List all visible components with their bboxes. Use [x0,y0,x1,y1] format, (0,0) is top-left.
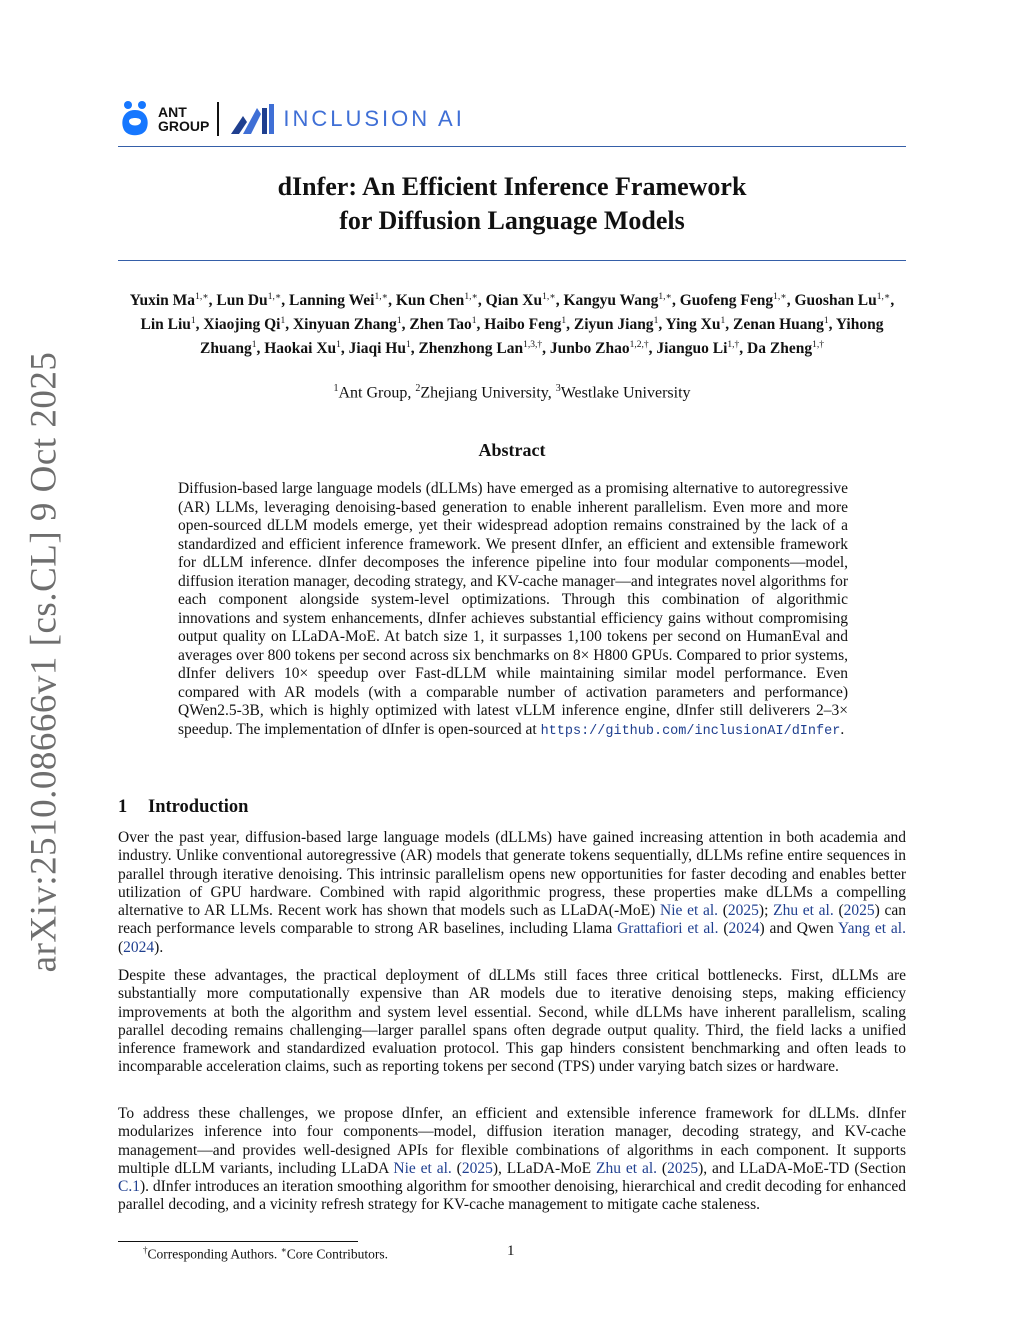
author-affiliation-mark: 1 [405,340,411,351]
author-affiliation-mark: 1,∗ [464,292,478,302]
author-affiliation-mark: 1,∗ [195,292,209,302]
author [349,340,411,357]
intro-paragraph-2 [118,967,906,1077]
citation-link[interactable]: 2025 [843,902,875,920]
section-title: Introduction [148,797,249,817]
author-affiliation-mark: 1,† [812,340,824,351]
author-name: Zhenzhong Lan [418,340,524,358]
author-name: Lanning Wei [289,292,375,310]
author-name: Jianguo Li [656,340,728,358]
author-name: Lin Liu [140,316,191,334]
affiliation-name: Westlake University [560,384,691,402]
paragraph-text: ( [718,920,729,938]
author-affiliation-mark: 1 [561,316,567,327]
intro-paragraph-3 [118,1105,906,1215]
affiliations: $^1$Ant Group, $^2$Zhejiang University, $^3$Westlake University [333,383,691,402]
author-name: Yihong Zhuang [200,316,884,358]
author-name: Haokai Xu [264,340,337,358]
inclusion-ai-wordmark: INCLUSION AI [283,106,465,131]
paragraph-text: ). [154,938,164,956]
footnote-corresponding: Corresponding Authors. [147,1246,278,1262]
author-affiliation-mark: 1 [190,316,196,327]
citation-link[interactable]: Zhu et al. [773,902,834,920]
author-name: Lun Du [216,292,268,310]
abstract-heading: Abstract [478,440,546,460]
abstract-body [178,480,848,741]
citation-link[interactable]: Grattafiori et al. [617,920,719,938]
paragraph-text: ), LLaDA-MoE [492,1159,597,1177]
footnote-core: Core Contributors. [286,1246,388,1262]
author-affiliation-mark: 1,2,† [629,340,649,351]
citation-link[interactable]: 2025 [461,1159,493,1177]
author-affiliation-mark: 1 [471,316,477,327]
affiliation-mark: 1 [333,383,339,394]
author [409,316,476,333]
abstract-end: . [840,720,845,738]
author-name: Guofeng Feng [679,292,774,310]
footnote-rule [118,1241,358,1242]
author-affiliation-mark: 1 [720,316,726,327]
citation-link[interactable]: C.1 [118,1178,140,1196]
arxiv-identifier: arXiv:2510.08666v1 [cs.CL] 9 Oct 2025 [23,351,65,973]
author [141,316,196,333]
author-name: Kun Chen [395,292,465,310]
author-name: Zenan Huang [732,316,824,334]
affiliation-mark: 3 [555,383,561,394]
star-mark: ∗ [280,1245,287,1255]
author-name: Da Zheng [747,340,813,358]
author-name: Junbo Zhao [549,340,630,358]
logo-divider [217,102,219,136]
author-affiliation-mark: 1 [280,316,286,327]
paragraph-text: ), and LLaDA-MoE-TD (Section [698,1159,906,1177]
author-affiliation-mark: 1,3,† [523,340,543,351]
title-line-2: for Diffusion Language Models [339,206,685,235]
header-rule-top [118,146,906,147]
inclusion-ai-icon [229,102,275,136]
author-affiliation-mark: 1,∗ [374,292,389,302]
author-affiliation-mark: 1 [336,340,341,351]
intro-paragraph-1 [118,829,906,957]
affiliation-mark: 2 [415,383,421,394]
header-rule-bottom [118,260,906,261]
author-name: Haibo Feng [484,316,562,334]
paragraph-text: ( [118,938,124,956]
author [563,292,672,309]
title-line-1: dInfer: An Efficient Inference Framework [277,172,747,201]
author-affiliation-mark: 1 [653,316,659,327]
author [656,340,739,357]
citation-link[interactable]: 2025 [667,1159,699,1177]
section-number: 1 [118,797,128,817]
author [396,292,478,309]
author-name: Ziyun Jiang [573,316,654,334]
dagger-mark: † [143,1245,148,1255]
citation-link[interactable]: Nie et al. [660,902,719,920]
author-list: Yuxin $Ma^{1,∗}$, Lun $Du^{1,∗}$, Lanning Wei$^{1,∗}$, Kun Chen$^{1,∗}$, Qian $Xu^{1,∗}$, Kangyu Wang$^{1,∗}$, Guofeng Feng$^{1,∗}$, Guoshan $Lu^{1,∗}$, Lin Liu$^1$, Xiaojing Qi$^1$, Xinyuan Zhang$^1$, Zhen Tao$^1$, Haibo Feng$^1$, Ziyun Jiang$^1$, Ying Xu$^1$, Zenan Huang$^1$, Yihong Zhuang$^1$, Haokai Xu$^1$, Jiaqi Hu$^1$, Zhenzhong Lan$^{1,3,\dagger}$, Junbo Zhao$^{1,2,\dagger}$, Jianguo $Li^{1,\dagger}$, Da Zheng$^{1,\dagger}$ [129,292,895,358]
paragraph-text: ). dInfer introduces an iteration smoothing algorithm for smoother denoising, hierarchical and credit decoding for enhanced parallel decoding, and a vicinity refresh strategy for KV-cache management to mitigate cache staleness. [118,1178,906,1214]
ant-group-line1: ANT [158,104,187,120]
paragraph-text: ) and Qwen [759,920,839,938]
citation-link[interactable]: 2024 [123,938,155,956]
author [747,340,824,357]
author-affiliation-mark: 1,∗ [876,292,891,302]
ant-group-icon [118,100,152,138]
author [216,292,281,309]
ant-group-line2: GROUP [158,118,210,134]
author [574,316,658,333]
paragraph-text: ( [657,1159,668,1177]
author [130,292,209,309]
author-name: Jiaqi Hu [348,340,406,358]
author-affiliation-mark: 1 [251,340,257,351]
paragraph-text: ) can reach performance levels comparable to strong AR baselines, including Llama [118,902,907,938]
paragraph-text: Despite these advantages, the practical deployment of dLLMs still faces three critical bottlenecks. First, dLLMs are substantially more computationally expensive than AR models due to iterative denoising steps, making efficiency improvements at both the algorithm and system level essential. Second, while dLLMs have inherent parallelism, scaling parallel decoding remains challenging—larger parallel spans often degrade output quality. Third, the field lacks a unified inference framework and standardized evaluation protocol. This gap hinders consistent benchmarking and often leads to incomparable acceleration claims, such as reporting tokens per second (TPS) under varying batch sizes or hardware. [118,967,906,1076]
author-affiliation-mark: 1,∗ [773,292,787,302]
author-name: Guoshan Lu [794,292,877,310]
repo-link[interactable]: https://github.com/inclusionAI/dInfer [540,723,841,739]
paragraph-text: ( [718,902,728,920]
author-name: Xiaojing Qi [203,316,281,334]
logo-bar [118,97,465,141]
citation-link[interactable]: Yang et al. [838,920,906,938]
author-name: Qian Xu [485,292,543,310]
footnote [143,1245,388,1263]
citation-link[interactable]: Nie et al. [393,1159,452,1177]
author [486,292,556,309]
citation-link[interactable]: 2025 [727,902,759,920]
affiliation-name: Ant Group [338,384,408,402]
author-affiliation-mark: 1 [396,316,402,327]
author [794,292,890,309]
author [418,340,542,357]
author-name: Xinyuan Zhang [292,316,397,334]
author-affiliation-mark: 1,∗ [542,292,556,302]
citation-link[interactable]: Zhu et al. [596,1159,658,1177]
ant-group-wordmark [158,105,209,133]
author-affiliation-mark: 1 [823,316,829,327]
paragraph-text: ); [758,902,774,920]
author [289,292,388,309]
author-name: Ying Xu [665,316,721,334]
author [203,316,285,333]
citation-link[interactable]: 2024 [728,920,760,938]
paragraph-text: To address these challenges, we propose dInfer, an efficient and extensible inference framework for dLLMs. dInfer modularizes inference into four components—model, diffusion iteration manager, decoding strategy, and KV-cache management—and provides well-designed APIs for flexible combinations of algorithms in each component. It supports multiple dLLM variants, including LLaDA [118,1105,906,1177]
author [666,316,726,333]
author [680,292,787,309]
ant-group-logo [118,100,209,138]
author [293,316,402,333]
paragraph-text: ( [451,1159,462,1177]
page-number: 1 [507,1243,515,1259]
paper-title [118,170,906,238]
paragraph-text: Over the past year, diffusion-based large language models (dLLMs) have gained increasing attention in both academia and industry. Unlike conventional autoregressive (AR) models that generate tokens sequentially, dLLMs refine entire sequences in parallel through iterative denoising. This intrinsic parallelism opens new opportunities for faster decoding and enables better utilization of GPU hardware. Combined with rapid algorithmic progress, these properties make dLLMs a compelling alternative to AR LLMs. Recent work has shown that models such as LLaDA(-MoE) [118,829,906,920]
section-heading-introduction [118,797,248,818]
author-affiliation-mark: 1,† [727,340,740,351]
author-affiliation-mark: 1,∗ [658,292,672,302]
author-name: Kangyu Wang [563,292,659,310]
author [484,316,566,333]
paragraph-text: ( [833,902,844,920]
author [550,340,649,357]
author [264,340,341,357]
affiliation-name: Zhejiang University [420,384,548,402]
author-name: Yuxin Ma [129,292,196,310]
author-affiliation-mark: 1,∗ [267,292,282,302]
author [733,316,829,333]
author-name: Zhen Tao [409,316,472,334]
abstract-text: Diffusion-based large language models (dLLMs) have emerged as a promising alternative to autoregressive (AR) LLMs, leveraging denoising-based generation to enable inherent parallelism. Even more and more open-sourced dLLM models emerge, yet their widespread adoption remains constrained by the lack of a standardized and efficient inference framework. We present dInfer, an efficient and extensible framework for dLLM inference. dInfer decomposes the inference pipeline into four modular components—model, diffusion iteration manager, decoding strategy, and KV-cache manager—and integrates novel algorithms for each component alongside system-level optimizations. Through this combination of algorithmic innovations and system enhancements, dInfer achieves substantial efficiency gains without compromising output quality on LLaDA-MoE. At batch size 1, it surpasses 1,100 tokens per second on HumanEval and averages over 800 tokens per second across six benchmarks on 8× H800 GPUs. Compared to prior systems, dInfer delivers 10× speedup over Fast-dLLM while maintaining similar model performance. Even compared with AR models (with a comparable number of activation parameters and performance) QWen2.5-3B, which is highly optimized with latest vLLM inference engine, dInfer still deliverers 2–3× speedup. The implementation of dInfer is open-sourced at [178,480,848,738]
